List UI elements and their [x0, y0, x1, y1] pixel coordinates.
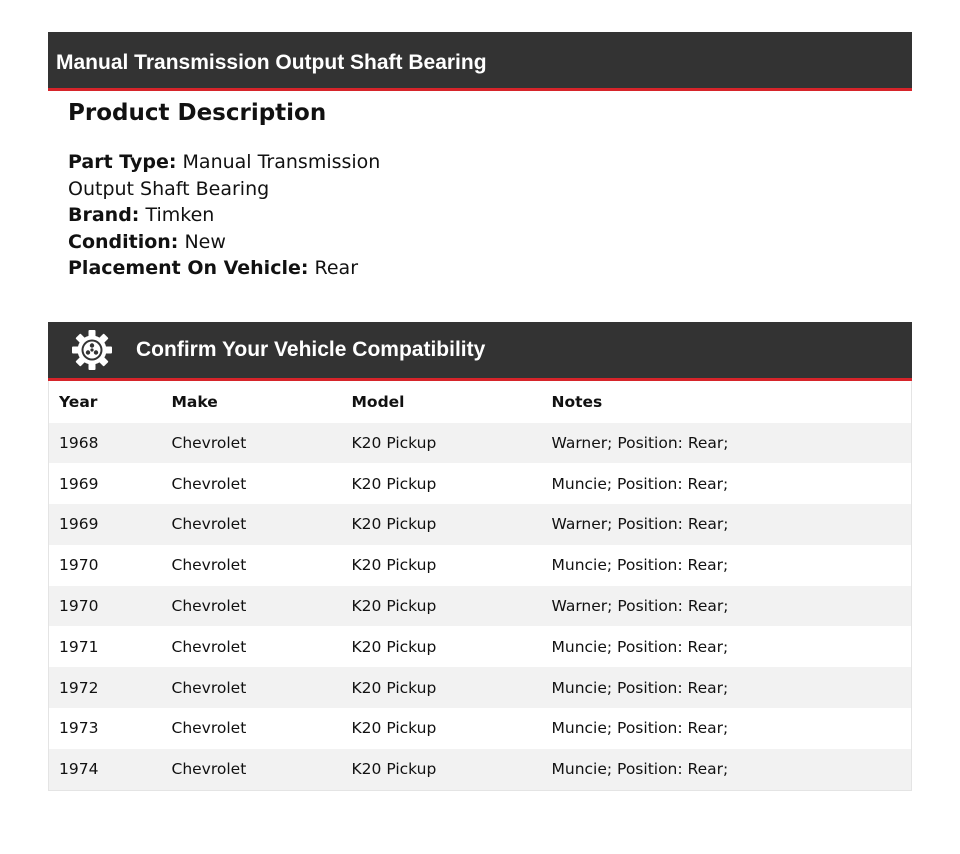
- cell-year: 1970: [59, 597, 99, 616]
- table-row: [49, 463, 912, 504]
- cell-make: Chevrolet: [171, 760, 247, 779]
- column-header-make: Make: [171, 392, 218, 411]
- field-label: Brand:: [68, 204, 140, 226]
- cell-model: K20 Pickup: [351, 474, 437, 493]
- cell-make: Chevrolet: [171, 474, 247, 493]
- cell-model: K20 Pickup: [351, 719, 437, 738]
- cell-model: K20 Pickup: [351, 515, 437, 534]
- cell-notes: Muncie; Position: Rear;: [551, 474, 729, 493]
- table-row: [49, 545, 912, 586]
- field-label: Condition:: [68, 230, 179, 253]
- table-row: [49, 586, 912, 627]
- cell-notes: Warner; Position: Rear;: [551, 433, 729, 452]
- field-brand: [68, 202, 448, 229]
- cell-model: K20 Pickup: [351, 637, 437, 656]
- cell-notes: Warner; Position: Rear;: [551, 597, 729, 616]
- cell-make: Chevrolet: [171, 678, 247, 697]
- product-title-bar: [48, 32, 912, 91]
- cell-notes: Warner; Position: Rear;: [551, 515, 729, 534]
- cell-notes: Muncie; Position: Rear;: [551, 678, 729, 697]
- table-header-row: [49, 381, 912, 423]
- cell-notes: Muncie; Position: Rear;: [551, 637, 729, 656]
- cell-year: 1972: [59, 678, 99, 697]
- cell-model: K20 Pickup: [351, 760, 437, 779]
- cell-notes: Muncie; Position: Rear;: [551, 556, 729, 575]
- cell-year: 1969: [59, 474, 99, 493]
- product-page: [48, 32, 912, 791]
- field-placement: [68, 255, 448, 282]
- column-header-model: Model: [351, 392, 405, 411]
- field-value: Rear: [314, 257, 359, 279]
- table-row: [49, 504, 912, 545]
- product-description: [48, 91, 912, 282]
- field-value: Manual Transmission Output Shaft Bearing: [68, 151, 381, 200]
- cell-make: Chevrolet: [171, 515, 247, 534]
- cell-notes: Muncie; Position: Rear;: [551, 760, 729, 779]
- column-header-notes: Notes: [551, 392, 603, 411]
- cell-notes: Muncie; Position: Rear;: [551, 719, 729, 738]
- field-part-type: [68, 149, 448, 202]
- field-label: Placement On Vehicle:: [68, 257, 309, 279]
- field-condition: [68, 229, 448, 256]
- table-row: [49, 749, 912, 790]
- cell-make: Chevrolet: [171, 556, 247, 575]
- field-value: Timken: [145, 204, 215, 226]
- cell-model: K20 Pickup: [351, 597, 437, 616]
- cell-model: K20 Pickup: [351, 556, 437, 575]
- table-row: [49, 667, 912, 708]
- table-row: [49, 708, 912, 749]
- description-fields: [68, 149, 448, 282]
- table-row: [49, 423, 912, 464]
- cell-year: 1968: [59, 433, 99, 452]
- field-label: Part Type:: [68, 151, 177, 173]
- cell-model: K20 Pickup: [351, 678, 437, 697]
- field-value: New: [184, 230, 226, 253]
- cell-make: Chevrolet: [171, 719, 247, 738]
- compatibility-bar: [48, 322, 912, 381]
- compatibility-table: [48, 381, 912, 791]
- cell-make: Chevrolet: [171, 637, 247, 656]
- cell-make: Chevrolet: [171, 597, 247, 616]
- cell-year: 1974: [59, 760, 99, 779]
- cell-year: 1973: [59, 719, 99, 738]
- cell-year: 1971: [59, 637, 99, 656]
- cell-year: 1970: [59, 556, 99, 575]
- column-header-year: Year: [59, 392, 98, 411]
- description-heading: Product Description: [68, 100, 327, 126]
- compatibility-title: Confirm Your Vehicle Compatibility: [136, 337, 486, 361]
- table-row: [49, 626, 912, 667]
- cell-year: 1969: [59, 515, 99, 534]
- cell-model: K20 Pickup: [351, 433, 437, 452]
- cell-make: Chevrolet: [171, 433, 247, 452]
- gear-icon: [70, 328, 114, 372]
- product-title: Manual Transmission Output Shaft Bearing: [56, 51, 487, 74]
